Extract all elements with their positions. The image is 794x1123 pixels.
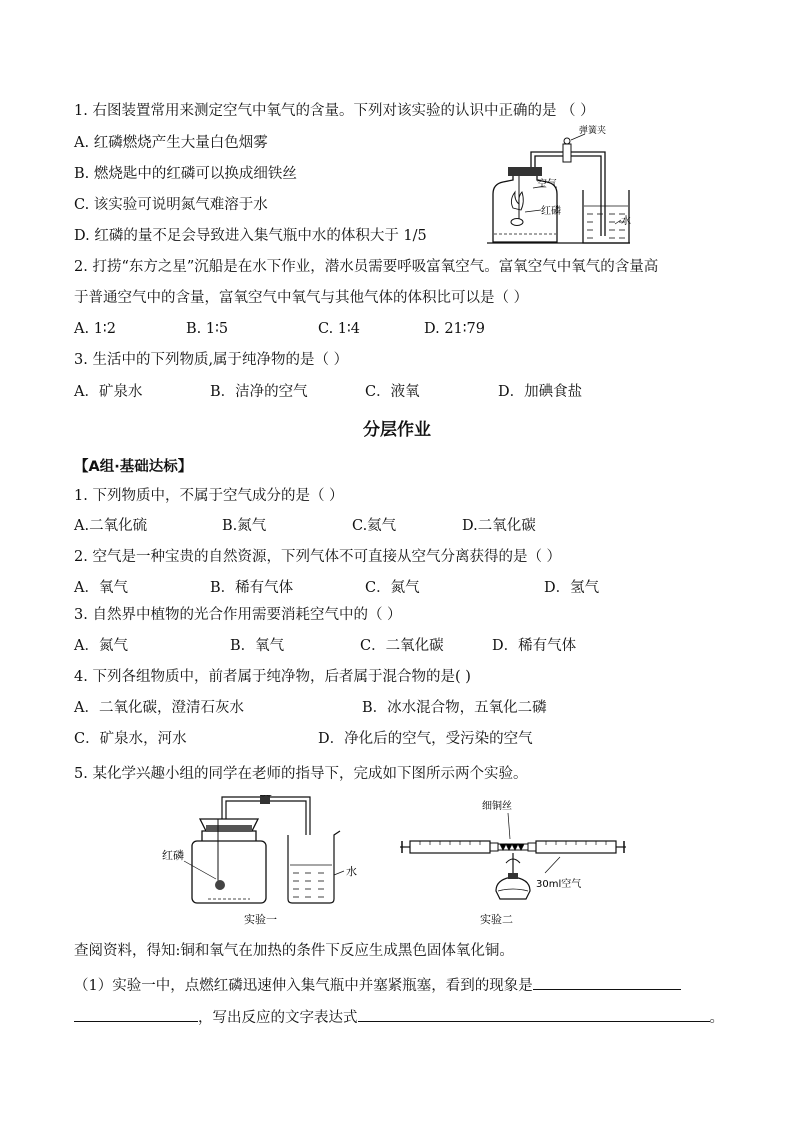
label-red-phosphorus: 红磷 [541, 206, 561, 217]
a-question-3-option-a: A．氮气 [74, 638, 128, 654]
exp1-caption: 实验一 [244, 913, 277, 926]
group-a-heading: 【A组·基础达标】 [74, 459, 193, 475]
sub-question-1-line1 [74, 973, 681, 996]
exp2-label-copper-wire: 细铜丝 [482, 801, 512, 812]
label-air: 空气 [537, 179, 557, 190]
label-spring-clip: 弹簧夹 [579, 126, 607, 136]
a-question-2-stem: 2. 空气是一种宝贵的自然资源，下列气体不可直接从空气分离获得的是（ ） [74, 549, 562, 565]
answer-blank-1[interactable] [533, 973, 681, 990]
exp1-label-water: 水 [346, 865, 357, 878]
a-question-1-option-d: D.二氧化碳 [462, 518, 536, 534]
a-question-2-option-d: D．氢气 [544, 580, 600, 596]
answer-blank-2[interactable] [74, 1005, 198, 1022]
question-1-option-c: C. 该实验可说明氮气难溶于水 [74, 197, 268, 213]
question-1-option-d: D. 红磷的量不足会导致进入集气瓶中水的体积大于 1/5 [74, 228, 427, 244]
a-question-3-stem: 3. 自然界中植物的光合作用需要消耗空气中的（ ） [74, 607, 402, 623]
experiment-figure-2 [160, 795, 640, 930]
info-text: 查阅资料，得知:铜和氧气在加热的条件下反应生成黑色固体氧化铜。 [74, 943, 514, 959]
sub-question-1-text: （1）实验一中，点燃红磷迅速伸入集气瓶中并塞紧瓶塞，看到的现象是 [74, 978, 533, 994]
a-question-4-option-a: A．二氧化碳，澄清石灰水 [74, 700, 244, 716]
a-question-4-option-b: B．冰水混合物，五氧化二磷 [362, 700, 547, 716]
label-water: 水 [621, 216, 631, 227]
apparatus-figure-1 [485, 124, 635, 249]
a-question-1-option-c: C.氦气 [352, 518, 397, 534]
exp1-label-red-phosphorus: 红磷 [162, 849, 184, 862]
question-2-option-c: C. 1∶4 [318, 321, 361, 337]
question-1-option-b: B. 燃烧匙中的红磷可以换成细铁丝 [74, 166, 297, 182]
a-question-4-option-c: C．矿泉水，河水 [74, 731, 187, 747]
question-1-stem: 1. 右图装置常用来测定空气中氧气的含量。下列对该实验的认识中正确的是 （ ） [74, 103, 595, 119]
a-question-3-option-d: D．稀有气体 [492, 638, 577, 654]
exp2-caption: 实验二 [480, 913, 513, 926]
question-3-option-d: D．加碘食盐 [498, 384, 583, 400]
question-3-option-b: B．洁净的空气 [210, 384, 308, 400]
a-question-1-option-b: B.氮气 [222, 518, 267, 534]
section-title: 分层作业 [363, 420, 431, 440]
a-question-2-option-c: C．氮气 [365, 580, 420, 596]
exp2-label-air-volume: 30ml空气 [536, 879, 582, 890]
a-question-2-option-a: A．氧气 [74, 580, 128, 596]
sub-question-1-end: 。 [709, 1010, 724, 1026]
question-2-option-a: A. 1∶2 [74, 321, 116, 337]
a-question-3-option-b: B．氧气 [230, 638, 285, 654]
question-3-option-c: C．液氧 [365, 384, 420, 400]
a-question-4-stem: 4. 下列各组物质中，前者属于纯净物，后者属于混合物的是( ) [74, 669, 471, 685]
sub-question-1-line2 [74, 1005, 724, 1028]
answer-blank-3[interactable] [358, 1005, 710, 1022]
a-question-5-stem: 5. 某化学兴趣小组的同学在老师的指导下，完成如下图所示两个实验。 [74, 766, 528, 782]
question-3-stem: 3. 生活中的下列物质,属于纯净物的是（ ） [74, 352, 349, 368]
question-3-option-a: A．矿泉水 [74, 384, 143, 400]
question-1-option-a: A. 红磷燃烧产生大量白色烟雾 [74, 135, 268, 151]
sub-question-1-text2: ，写出反应的文字表达式 [198, 1010, 358, 1026]
a-question-4-option-d: D．净化后的空气，受污染的空气 [318, 731, 533, 747]
question-2-stem-line2: 于普通空气中的含量，富氧空气中氧气与其他气体的体积比可以是（ ） [74, 290, 529, 306]
question-2-stem-line1: 2. 打捞“东方之星”沉船是在水下作业，潜水员需要呼吸富氧空气。富氧空气中氧气的含量高 [74, 259, 659, 275]
a-question-2-option-b: B．稀有气体 [210, 580, 294, 596]
a-question-1-stem: 1. 下列物质中，不属于空气成分的是（ ） [74, 488, 344, 504]
a-question-3-option-c: C．二氧化碳 [360, 638, 444, 654]
question-2-option-b: B. 1∶5 [186, 321, 229, 337]
a-question-1-option-a: A.二氧化硫 [74, 518, 148, 534]
question-2-option-d: D. 21∶79 [424, 321, 486, 337]
